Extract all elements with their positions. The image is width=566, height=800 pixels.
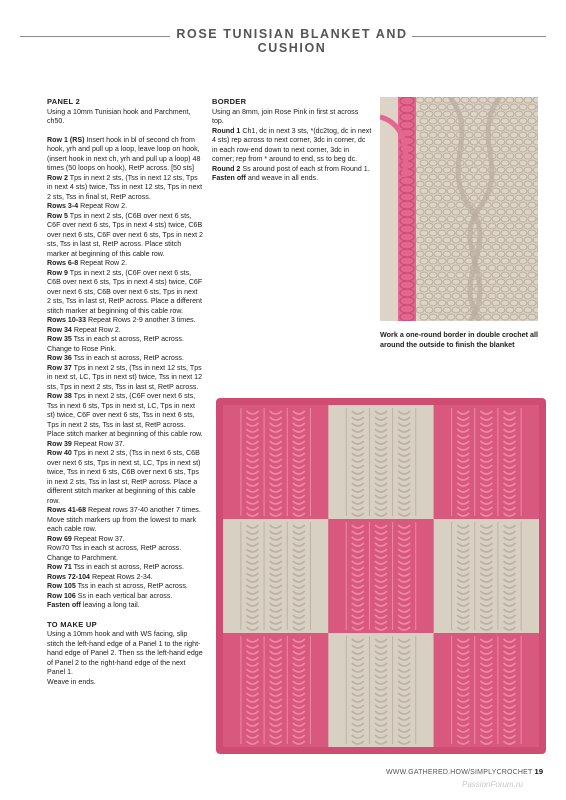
instruction-row: [47, 136, 203, 174]
row-text: Tps in next 2 sts, (Tss in next 12 sts, Tps in next 4 sts) twice, Tss in next 12 sts, Tps in next 2 sts, Tss in final st, RetP across.: [47, 173, 203, 201]
right-column-instructions: [212, 97, 372, 184]
photo-caption: Work a one-round border in double crochet all around the outside to finish the blanket: [380, 330, 539, 349]
instruction-row: [47, 601, 203, 611]
page-header-title: ROSE TUNISIAN BLANKET AND CUSHION: [176, 27, 408, 55]
row-text: Repeat Row 2.: [78, 259, 128, 267]
row-label: Row 106: [47, 591, 76, 600]
row-label: Row 2: [47, 173, 68, 182]
row-text: Tss in each st across, RetP across.: [71, 354, 184, 362]
row-text: Tss in each st across, RetP across. Change to Rose Pink.: [47, 335, 184, 353]
row-label: Rows 3-4: [47, 202, 79, 210]
page-footer: [386, 767, 543, 776]
row-label: Row 71: [47, 563, 72, 571]
row-label: Row 69: [47, 534, 72, 543]
row-text: Repeat Row 37.: [71, 534, 125, 543]
row-label: Rows 6-8: [47, 259, 79, 267]
instruction-row: [47, 392, 203, 440]
instruction-row: [47, 212, 203, 260]
row-label: Row 39: [47, 439, 72, 448]
instruction-row: [47, 202, 203, 212]
instruction-paragraph: Row70 Tss in each st across, RetP across. Change to Parchment.: [47, 544, 182, 562]
row-text: Repeat Row 2.: [78, 202, 128, 210]
instruction-row: [47, 582, 203, 592]
row-text: Tss in each st across, RetP across.: [71, 563, 184, 571]
row-text: Tps in next 2 sts, (C6F over next 6 sts, Tss in next 6 sts, Tps in next st, LC, Tps in next st) twice, C6F over next 6 sts, Tss in next 6 sts, Tps in next 2 sts, Tss in last st, RetP across. Place stitch marker at beginning of this cable row.: [47, 392, 203, 438]
row-label: Row 38: [47, 392, 72, 400]
instruction-row: [47, 535, 203, 545]
row-label: Rows 41-68: [47, 506, 87, 514]
blanket-image: [216, 398, 546, 754]
watermark: PassionForum.ru: [462, 780, 523, 789]
row-text: Tps in next 2 sts, (C6F over next 6 sts, C6B over next 6 sts, Tps in next 4 sts) twice, C6F over next 6 sts, C6B over next 6 sts, Tps in next 2 sts, Tss in last st, RetP across. Place a different stitch marker at beginning of this cable row.: [47, 268, 203, 315]
row-text: Ss around post of each st from Round 1.: [240, 164, 370, 173]
instruction-row: [47, 354, 203, 364]
footer-url: WWW.GATHERED.HOW/SIMPLYCROCHET: [386, 769, 533, 776]
row-label: Row 34: [47, 325, 72, 334]
row-label: Rows 72-104: [47, 572, 90, 581]
row-text: Repeat Row 37.: [71, 439, 125, 448]
section-heading: TO MAKE UP: [47, 619, 97, 629]
left-column-instructions: [47, 97, 203, 687]
row-label: Row 9: [47, 268, 68, 277]
instruction-row: [47, 592, 203, 602]
row-label: Fasten off: [47, 601, 81, 609]
instruction-paragraph: Weave in ends.: [47, 677, 96, 686]
row-label: Row 35: [47, 335, 72, 343]
blanket-photo: [216, 398, 546, 754]
row-label: Row 105: [47, 582, 76, 590]
row-label: Row 37: [47, 363, 72, 372]
row-text: Tps in next 2 sts, (C6B over next 6 sts, C6F over next 6 sts, Tps in next 4 sts) twice, C6B over next 6 sts, C6F over next 6 sts, Tps in next 2 sts, Tss in last st, RetP across. Place stitch marker at beginning of this cable row.: [47, 211, 204, 258]
row-text: leaving a long tail.: [80, 601, 140, 609]
row-text: Tps in next 2 sts, (Tss in next 6 sts, C6B over next 6 sts, Tps in next st, LC, Tps in next st) twice, Tss in next 6 sts, C6B over next 6 sts, Tps in next 2 sts, Tss in last st, RetP across. Place a different stitch marker at beginning of this cable row.: [47, 449, 201, 505]
instruction-row: [47, 364, 203, 393]
row-label: Row 5: [47, 211, 68, 220]
row-text: Repeat Rows 2-34.: [89, 572, 153, 581]
instruction-row: [47, 316, 203, 326]
page-number: 19: [534, 767, 544, 776]
instruction-row: [212, 165, 372, 175]
instruction-row: [47, 269, 203, 317]
row-label: Fasten off: [212, 174, 246, 182]
border-closeup-image: [380, 97, 538, 321]
instruction-row: [47, 449, 203, 506]
border-closeup-photo: [380, 97, 538, 321]
row-text: Insert hook in bl of second ch from hook, yrh and pull up a loop, leave loop on hook, (insert hook in next ch, yrh and pull up a loop) 48 times (50 loops on hook), RetP across. [50 sts]: [47, 135, 201, 172]
instruction-row: [47, 335, 203, 354]
instruction-row: [47, 259, 203, 269]
row-text: Ss in each vertical bar across.: [75, 591, 173, 600]
row-label: Row 36: [47, 354, 72, 362]
row-label: Row 40: [47, 449, 72, 457]
instruction-row: [47, 573, 203, 583]
row-text: Repeat Row 2.: [71, 325, 121, 334]
instruction-paragraph: Using a 10mm Tunisian hook and Parchment, ch50.: [47, 107, 191, 125]
row-text: Tss in each st across, RetP across.: [75, 582, 188, 590]
instruction-row: [212, 174, 372, 184]
instruction-row: [47, 563, 203, 573]
row-label: Round 2: [212, 164, 241, 173]
instruction-row: [47, 440, 203, 450]
row-label: Round 1: [212, 126, 241, 135]
row-label: Rows 10-33: [47, 316, 87, 324]
row-text: Ch1, dc in next 3 sts, *(dc2tog, dc in next 4 sts) rep across to next corner, 3dc in corner, dc in each row-end down to next corner, 3dc in corner; rep from * around to end, ss to beg dc.: [212, 126, 372, 163]
header-rule-left: [20, 36, 170, 37]
instruction-row: [47, 506, 203, 535]
row-label: Row 1 (RS): [47, 135, 85, 144]
instruction-row: [47, 326, 203, 336]
section-heading: PANEL 2: [47, 97, 81, 106]
instruction-paragraph: Using an 8mm, join Rose Pink in first st across top.: [212, 107, 359, 125]
section-heading: BORDER: [212, 97, 247, 106]
row-text: Repeat Rows 2-9 another 3 times.: [86, 316, 196, 324]
instruction-row: [47, 174, 203, 203]
row-text: Tps in next 2 sts, (Tss in next 12 sts, Tps in next st, LC, Tps in next st) twice, Tss in next 12 sts, Tps in next 2 sts, Tss in last st, RetP across.: [47, 363, 203, 391]
instruction-row: [212, 127, 372, 165]
instruction-paragraph: Using a 10mm hook and with WS facing, slip stitch the left-hand edge of a Panel 1 to the right-hand edge of Panel 2. Then ss the left-hand edge of Panel 2 to the right-hand edge of the next Panel 1.: [47, 630, 203, 676]
row-text: and weave in all ends.: [245, 174, 319, 182]
row-text: Repeat rows 37-40 another 7 times. Move stitch markers up from the lowest to mark each cable row.: [47, 506, 201, 533]
header-rule-right: [412, 36, 546, 37]
